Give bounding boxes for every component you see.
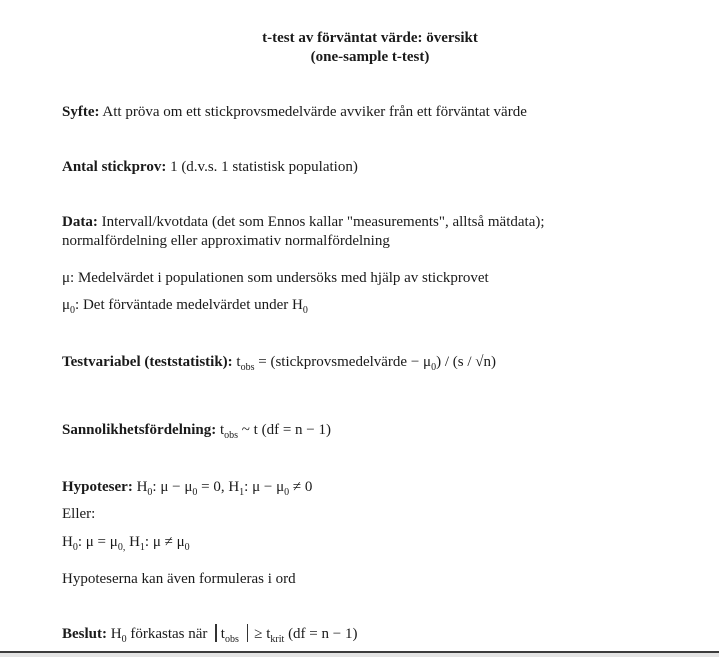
- t-obs-subscript: obs: [224, 634, 239, 645]
- h0-subscript: 0: [121, 634, 127, 645]
- t-obs-subscript: obs: [224, 430, 239, 441]
- decision-line: [62, 624, 357, 644]
- formula-part-b: ) / (s / √n): [436, 354, 496, 370]
- t-symbol: t: [216, 422, 225, 438]
- absolute-value-bar-left: [215, 624, 216, 642]
- sample-count-label: Antal stickprov:: [62, 159, 167, 175]
- distribution-line: [62, 420, 331, 440]
- h1-subscript: 1: [139, 542, 145, 553]
- geq-t-symbol: ≥ t: [254, 626, 271, 642]
- mu-definition-text: : Medelvärdet i populationen som undersöks med hjälp av stickprovet: [70, 270, 489, 286]
- data-text-1: Intervall/kvotdata (det som Ennos kallar "measurements", alltså mätdata);: [97, 214, 545, 230]
- bottom-strip: [0, 653, 719, 657]
- document-title: t-test av förväntat värde: översikt: [262, 30, 478, 46]
- distribution-text: ~ t (df = n − 1): [238, 422, 331, 438]
- mu0-subscript: 0: [192, 487, 198, 498]
- mu0-subscript: 0,: [117, 542, 126, 553]
- data-line: [62, 212, 545, 232]
- words-line: [62, 569, 296, 589]
- h1-expression: : μ − μ: [244, 479, 285, 495]
- decision-text: förkastas när: [126, 626, 208, 642]
- t-obs-subscript: obs: [240, 362, 255, 373]
- h0-symbol: H: [62, 534, 73, 550]
- data-label: Data:: [62, 214, 98, 230]
- h1-subscript: 1: [239, 487, 245, 498]
- document-subtitle: (one-sample t-test): [310, 49, 430, 65]
- mu0-definition: [62, 295, 308, 315]
- mu0-definition-text: : Det förväntade medelvärdet under H: [75, 297, 303, 313]
- words-text: Hypoteserna kan även formuleras i ord: [62, 571, 296, 587]
- h0-subscript: 0: [72, 542, 78, 553]
- mu-definition: [62, 268, 489, 288]
- data-line-2: [62, 231, 390, 251]
- h0-subscript: 0: [147, 487, 153, 498]
- absolute-value-bar-right: [247, 624, 248, 642]
- test-variable-label: Testvariabel (teststatistik):: [62, 354, 233, 370]
- hypotheses-label: Hypoteser:: [62, 479, 133, 495]
- purpose-label: Syfte:: [62, 104, 100, 120]
- test-variable-line: [62, 352, 496, 372]
- sample-count-line: [62, 157, 358, 177]
- alt-h1-expression: : μ ≠ μ: [144, 534, 185, 550]
- h0-expression: : μ − μ: [152, 479, 193, 495]
- mu0-formula-subscript: 0: [431, 362, 437, 373]
- sample-count-text: 1 (d.v.s. 1 statistisk population): [166, 159, 358, 175]
- or-text: Eller:: [62, 506, 96, 522]
- h0-symbol: H: [107, 626, 122, 642]
- mu-symbol: μ: [62, 270, 71, 286]
- h0-value: = 0, H: [197, 479, 240, 495]
- mu0-subscript: 0: [184, 542, 190, 553]
- h0-subscript: 0: [302, 305, 308, 316]
- t-krit-subscript: krit: [270, 634, 285, 645]
- decision-df-text: (df = n − 1): [284, 626, 358, 642]
- hypotheses-line: [62, 477, 312, 497]
- t-symbol: t: [232, 354, 241, 370]
- formula-part-a: = (stickprovsmedelvärde − μ: [254, 354, 432, 370]
- alt-hypotheses-line: [62, 532, 190, 552]
- t-symbol: t: [220, 626, 225, 642]
- mu0-symbol: μ: [62, 297, 71, 313]
- h1-value: ≠ 0: [289, 479, 313, 495]
- mu0-subscript: 0: [70, 305, 76, 316]
- distribution-label: Sannolikhetsfördelning:: [62, 422, 217, 438]
- data-text-2: normalfördelning eller approximativ normalfördelning: [62, 233, 390, 249]
- mu0-subscript: 0: [284, 487, 290, 498]
- purpose-text: Att pröva om ett stickprovsmedelvärde avviker från ett förväntat värde: [99, 104, 527, 120]
- h0-symbol: H: [132, 479, 148, 495]
- purpose-line: [62, 102, 527, 122]
- decision-label: Beslut:: [62, 626, 107, 642]
- alt-h0-expression: : μ = μ: [77, 534, 118, 550]
- h1-symbol: H: [125, 534, 140, 550]
- or-line: [62, 504, 95, 524]
